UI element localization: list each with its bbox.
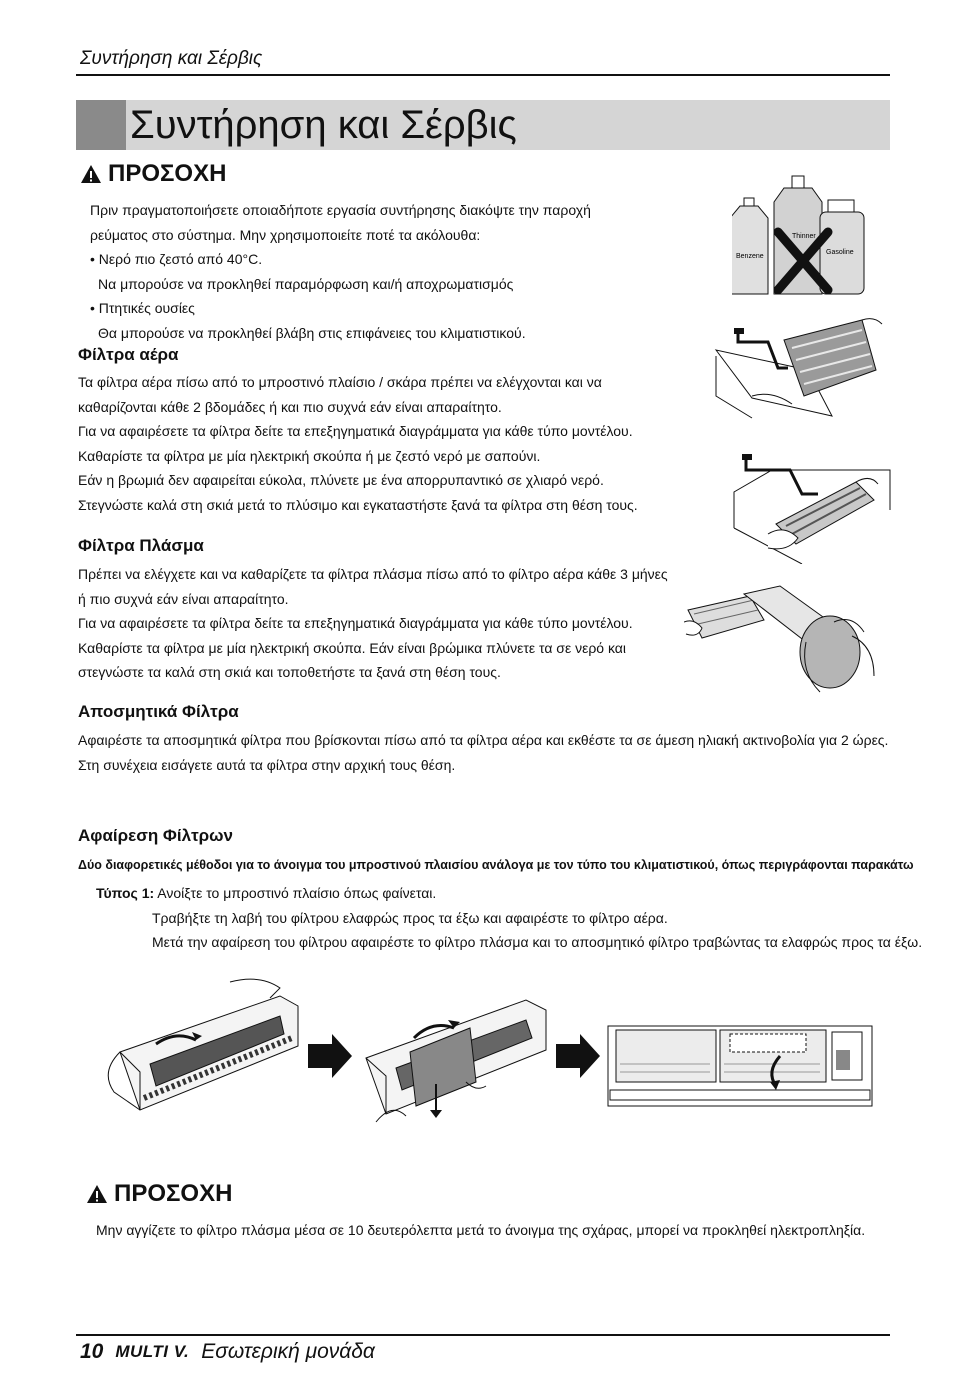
step3-illustration bbox=[608, 1026, 872, 1106]
caution-label: ΠΡΟΣΟΧΗ bbox=[108, 160, 227, 187]
title-accent-block bbox=[76, 100, 126, 150]
vacuum-cleaner-illustration bbox=[684, 582, 884, 694]
text-line: Στη συνέχεια εισάγετε αυτά τα φίλτρα στην αρχική τους θέση. bbox=[78, 756, 456, 773]
step2-illustration bbox=[366, 1000, 546, 1122]
step-arrow-right-icon bbox=[308, 1034, 352, 1078]
caution-line: ρεύματος στο σύστημα. Μην χρησιμοποιείτε ποτέ τα ακόλουθα: bbox=[90, 226, 481, 243]
deodor-filters-text bbox=[78, 728, 888, 777]
caution-line: Πριν πραγματοποιήσετε οποιαδήποτε εργασία συντήρησης διακόψτε την παροχή bbox=[90, 202, 591, 218]
text-line: Μετά την αφαίρεση του φίλτρου αφαιρέστε το φίλτρο πλάσμα και το αποσμητικό φίλτρο τραβώντας τα ελαφρώς προς τα έξω. bbox=[152, 934, 923, 950]
text-line: Για να αφαιρέσετε τα φίλτρα δείτε τα επεξηγηματικά διαγράμματα για κάθε τύπο μοντέλου. bbox=[78, 615, 633, 631]
plasma-filters-text bbox=[78, 562, 668, 685]
text-line: Τα φίλτρα αέρα πίσω από το μπροστινό πλαίσιο / σκάρα πρέπει να ελέγχονται και να bbox=[78, 374, 602, 390]
caution-heading-2 bbox=[86, 1180, 232, 1208]
warning-icon bbox=[80, 164, 102, 184]
step-arrow-right-icon bbox=[556, 1034, 600, 1078]
washing-filter-illustration bbox=[712, 312, 884, 422]
page-footer bbox=[80, 1340, 375, 1364]
filter-removal-heading: Αφαίρεση Φίλτρων bbox=[78, 826, 233, 845]
header-rule bbox=[76, 74, 890, 76]
bottle-label-benzene: Benzene bbox=[736, 253, 764, 260]
type-label: Τύπος 1: bbox=[96, 885, 155, 901]
filter-removal-steps bbox=[80, 972, 880, 1134]
chemicals-illustration bbox=[732, 172, 872, 300]
caution-text-2: Μην αγγίζετε το φίλτρο πλάσμα μέσα σε 10 δευτερόλεπτα μετά το άνοιγμα της σχάρας, μπορεί να προκληθεί ηλεκτροπληξία. bbox=[96, 1222, 866, 1238]
text-line: Ανοίξτε το μπροστινό πλαίσιο όπως φαίνεται. bbox=[157, 885, 437, 901]
caution-bullet: • Πτητικές ουσίες bbox=[90, 300, 195, 316]
footer-subtitle: Εσωτερική μονάδα bbox=[201, 1340, 375, 1363]
brand-logo: MULTI V. bbox=[115, 1342, 190, 1361]
text-line: Αφαιρέστε τα αποσμητικά φίλτρα που βρίσκονται πίσω από τα φίλτρα αέρα και εκθέστε τα σε άμεση ηλιακή ακτινοβολία για 2 ώρες. bbox=[78, 732, 889, 748]
footer-rule bbox=[76, 1334, 890, 1336]
caution-line: Θα μπορούσε να προκληθεί βλάβη στις επιφάνειες του κλιματιστικού. bbox=[98, 324, 526, 341]
air-filters-text bbox=[78, 370, 638, 517]
caution-text bbox=[90, 198, 591, 345]
running-header: Συντήρηση και Σέρβις bbox=[80, 48, 263, 69]
warning-icon bbox=[86, 1184, 108, 1204]
text-line: Στεγνώστε καλά στη σκιά μετά το πλύσιμο και εγκαταστήστε ξανά τα φίλτρα στη θέση τους. bbox=[78, 496, 638, 513]
text-line: Καθαρίστε τα φίλτρα με μία ηλεκτρική σκούπα. Εάν είναι βρώμικα πλύνετε τα σε νερό και bbox=[78, 639, 626, 656]
plasma-filters-heading: Φίλτρα Πλάσμα bbox=[78, 536, 204, 555]
caution-line: Να μπορούσε να προκληθεί παραμόρφωση και/ή αποχρωματισμός bbox=[98, 275, 514, 292]
text-line: ή πιο συχνά εάν είναι απαραίτητο. bbox=[78, 590, 289, 607]
page-title: Συντήρηση και Σέρβις bbox=[130, 103, 517, 147]
deodor-filters-heading: Αποσμητικά Φίλτρα bbox=[78, 702, 239, 721]
text-line: Καθαρίστε τα φίλτρα με μία ηλεκτρική σκούπα ή με ζεστό νερό με σαπούνι. bbox=[78, 447, 541, 464]
bottle-label-gasoline: Gasoline bbox=[826, 249, 854, 256]
type1-instructions bbox=[96, 881, 922, 955]
air-filters-heading: Φίλτρα αέρα bbox=[78, 345, 179, 364]
text-line: Τραβήξτε τη λαβή του φίλτρου ελαφρώς προς τα έξω και αφαιρέστε το φίλτρο αέρα. bbox=[152, 909, 668, 926]
caution-heading bbox=[80, 160, 226, 188]
caution-label: ΠΡΟΣΟΧΗ bbox=[114, 1180, 233, 1207]
text-line: Πρέπει να ελέγχετε και να καθαρίζετε τα φίλτρα πλάσμα πίσω από το φίλτρο αέρα κάθε 3 μήνες bbox=[78, 566, 668, 582]
step1-illustration bbox=[108, 979, 298, 1110]
text-line: καθαρίζονται κάθε 2 βδομάδες ή και πιο συχνά εάν είναι απαραίτητο. bbox=[78, 398, 502, 415]
bottle-label-thinner: Thinner bbox=[792, 233, 816, 240]
washing-plasma-filter-illustration bbox=[732, 440, 892, 564]
page-number: 10 bbox=[80, 1340, 104, 1363]
text-line: στεγνώστε τα καλά στη σκιά και τοποθετήστε τα ξανά στη θέση τους. bbox=[78, 664, 501, 680]
text-line: Για να αφαιρέσετε τα φίλτρα δείτε τα επεξηγηματικά διαγράμματα για κάθε τύπο μοντέλου. bbox=[78, 423, 633, 439]
text-line: Εάν η βρωμιά δεν αφαιρείται εύκολα, πλύνετε με ένα απορρυπαντικό σε χλιαρό νερό. bbox=[78, 472, 604, 488]
filter-removal-intro: Δύο διαφορετικές μέθοδοι για το άνοιγμα του μπροστινού πλαισίου ανάλογα με τον τύπο του κλιματιστικού, όπως περιγράφονται παρακάτω bbox=[78, 858, 914, 872]
caution-bullet: • Νερό πιο ζεστό από 40°C. bbox=[90, 251, 263, 267]
